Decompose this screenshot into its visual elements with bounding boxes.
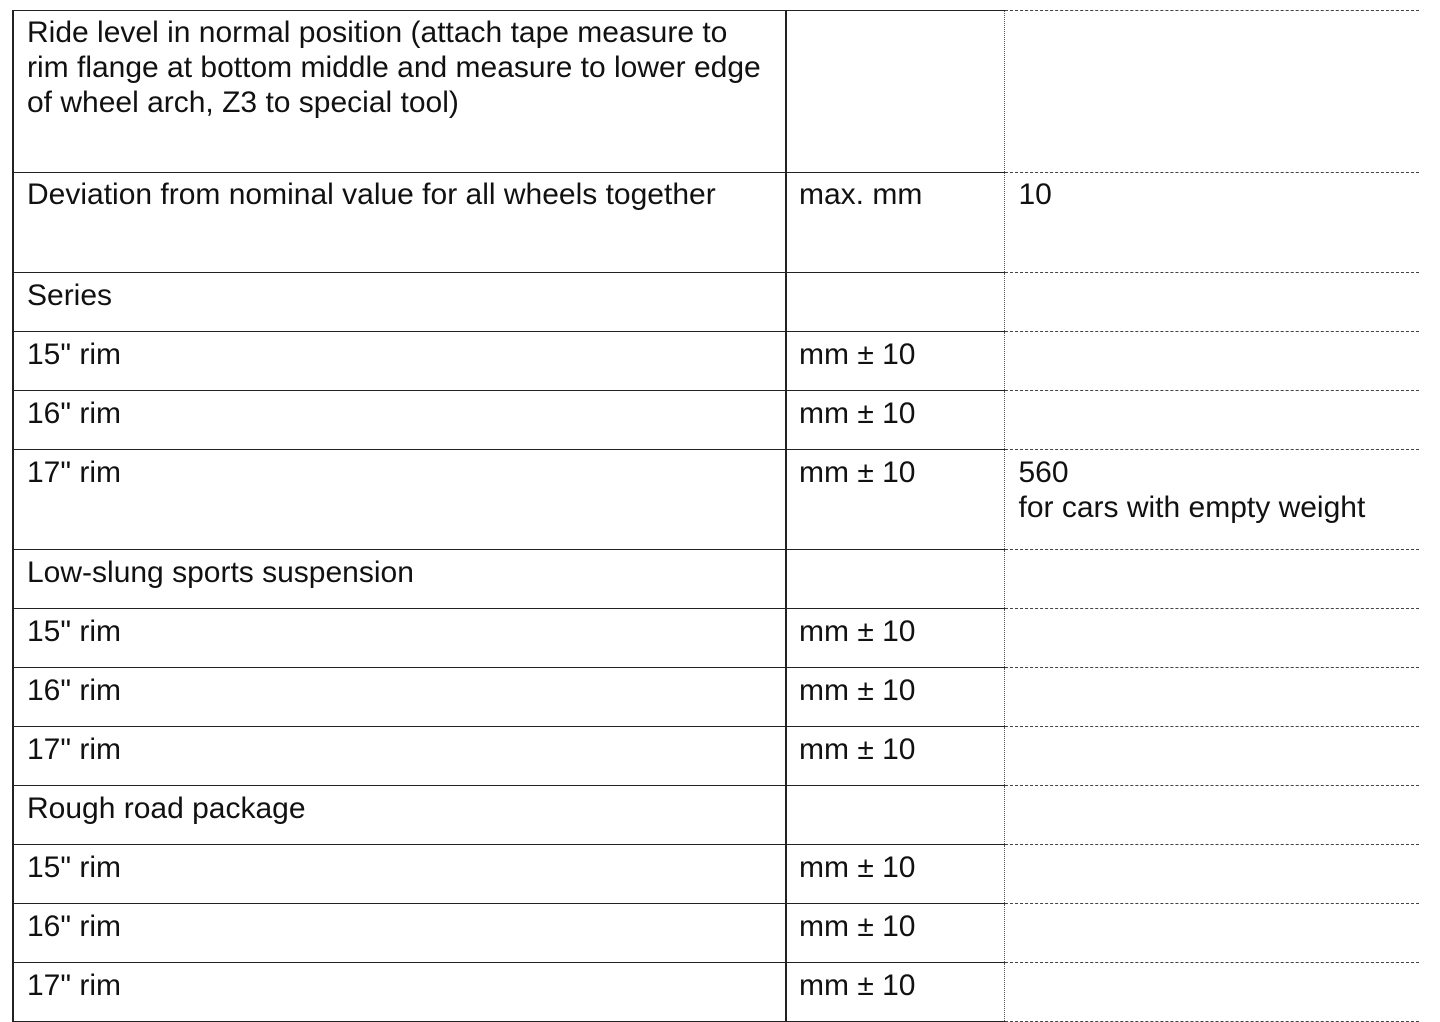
- row-value: [1004, 550, 1419, 609]
- row-unit: max. mm: [786, 173, 1004, 273]
- row-value: [1004, 786, 1419, 845]
- row-unit: mm ± 10: [786, 963, 1004, 1022]
- table-row: [13, 391, 1419, 450]
- nominal-value: 560: [1018, 456, 1069, 489]
- row-value: [1004, 845, 1419, 904]
- row-value: [1004, 727, 1419, 786]
- table-row: [13, 845, 1419, 904]
- row-unit: [786, 786, 1004, 845]
- section-heading: Low-slung sports suspension: [13, 550, 786, 609]
- row-label: 17" rim: [13, 450, 786, 550]
- table-row: [13, 904, 1419, 963]
- table-row: [13, 273, 1419, 332]
- row-unit: mm ± 10: [786, 332, 1004, 391]
- row-label: 15" rim: [13, 332, 786, 391]
- row-value: [1004, 11, 1419, 173]
- table-row: [13, 727, 1419, 786]
- row-unit: mm ± 10: [786, 845, 1004, 904]
- value-note: for cars with empty weight: [1018, 491, 1366, 524]
- row-label: 17" rim: [13, 727, 786, 786]
- row-label: 15" rim: [13, 845, 786, 904]
- row-unit: mm ± 10: [786, 668, 1004, 727]
- row-label: 17" rim: [13, 963, 786, 1022]
- section-heading: Series: [13, 273, 786, 332]
- ride-level-spec-table: [12, 10, 1419, 1022]
- row-value: [1004, 391, 1419, 450]
- row-value: [1004, 450, 1419, 550]
- row-label: 16" rim: [13, 391, 786, 450]
- row-label: Deviation from nominal value for all wheels together: [13, 173, 786, 273]
- row-value: [1004, 963, 1419, 1022]
- table-row: [13, 550, 1419, 609]
- table-row: [13, 332, 1419, 391]
- row-label: 15" rim: [13, 609, 786, 668]
- row-label: 16" rim: [13, 668, 786, 727]
- row-unit: [786, 550, 1004, 609]
- row-value: [1004, 904, 1419, 963]
- row-unit: [786, 273, 1004, 332]
- row-unit: mm ± 10: [786, 904, 1004, 963]
- table-row: [13, 786, 1419, 845]
- table-row: [13, 173, 1419, 273]
- row-unit: mm ± 10: [786, 450, 1004, 550]
- row-value: [1004, 668, 1419, 727]
- table-row: [13, 668, 1419, 727]
- row-unit: mm ± 10: [786, 609, 1004, 668]
- row-value: [1004, 332, 1419, 391]
- row-value: [1004, 273, 1419, 332]
- row-value: [1004, 609, 1419, 668]
- row-value: 10: [1004, 173, 1419, 273]
- table-row: [13, 11, 1419, 173]
- table-row: [13, 963, 1419, 1022]
- table-row: [13, 450, 1419, 550]
- table-row: [13, 609, 1419, 668]
- row-label: 16" rim: [13, 904, 786, 963]
- row-unit: [786, 11, 1004, 173]
- row-unit: mm ± 10: [786, 727, 1004, 786]
- row-label: Ride level in normal position (attach tape measure to rim flange at bottom middle and measure to lower edge of wheel arch, Z3 to special tool): [13, 11, 786, 173]
- row-unit: mm ± 10: [786, 391, 1004, 450]
- section-heading: Rough road package: [13, 786, 786, 845]
